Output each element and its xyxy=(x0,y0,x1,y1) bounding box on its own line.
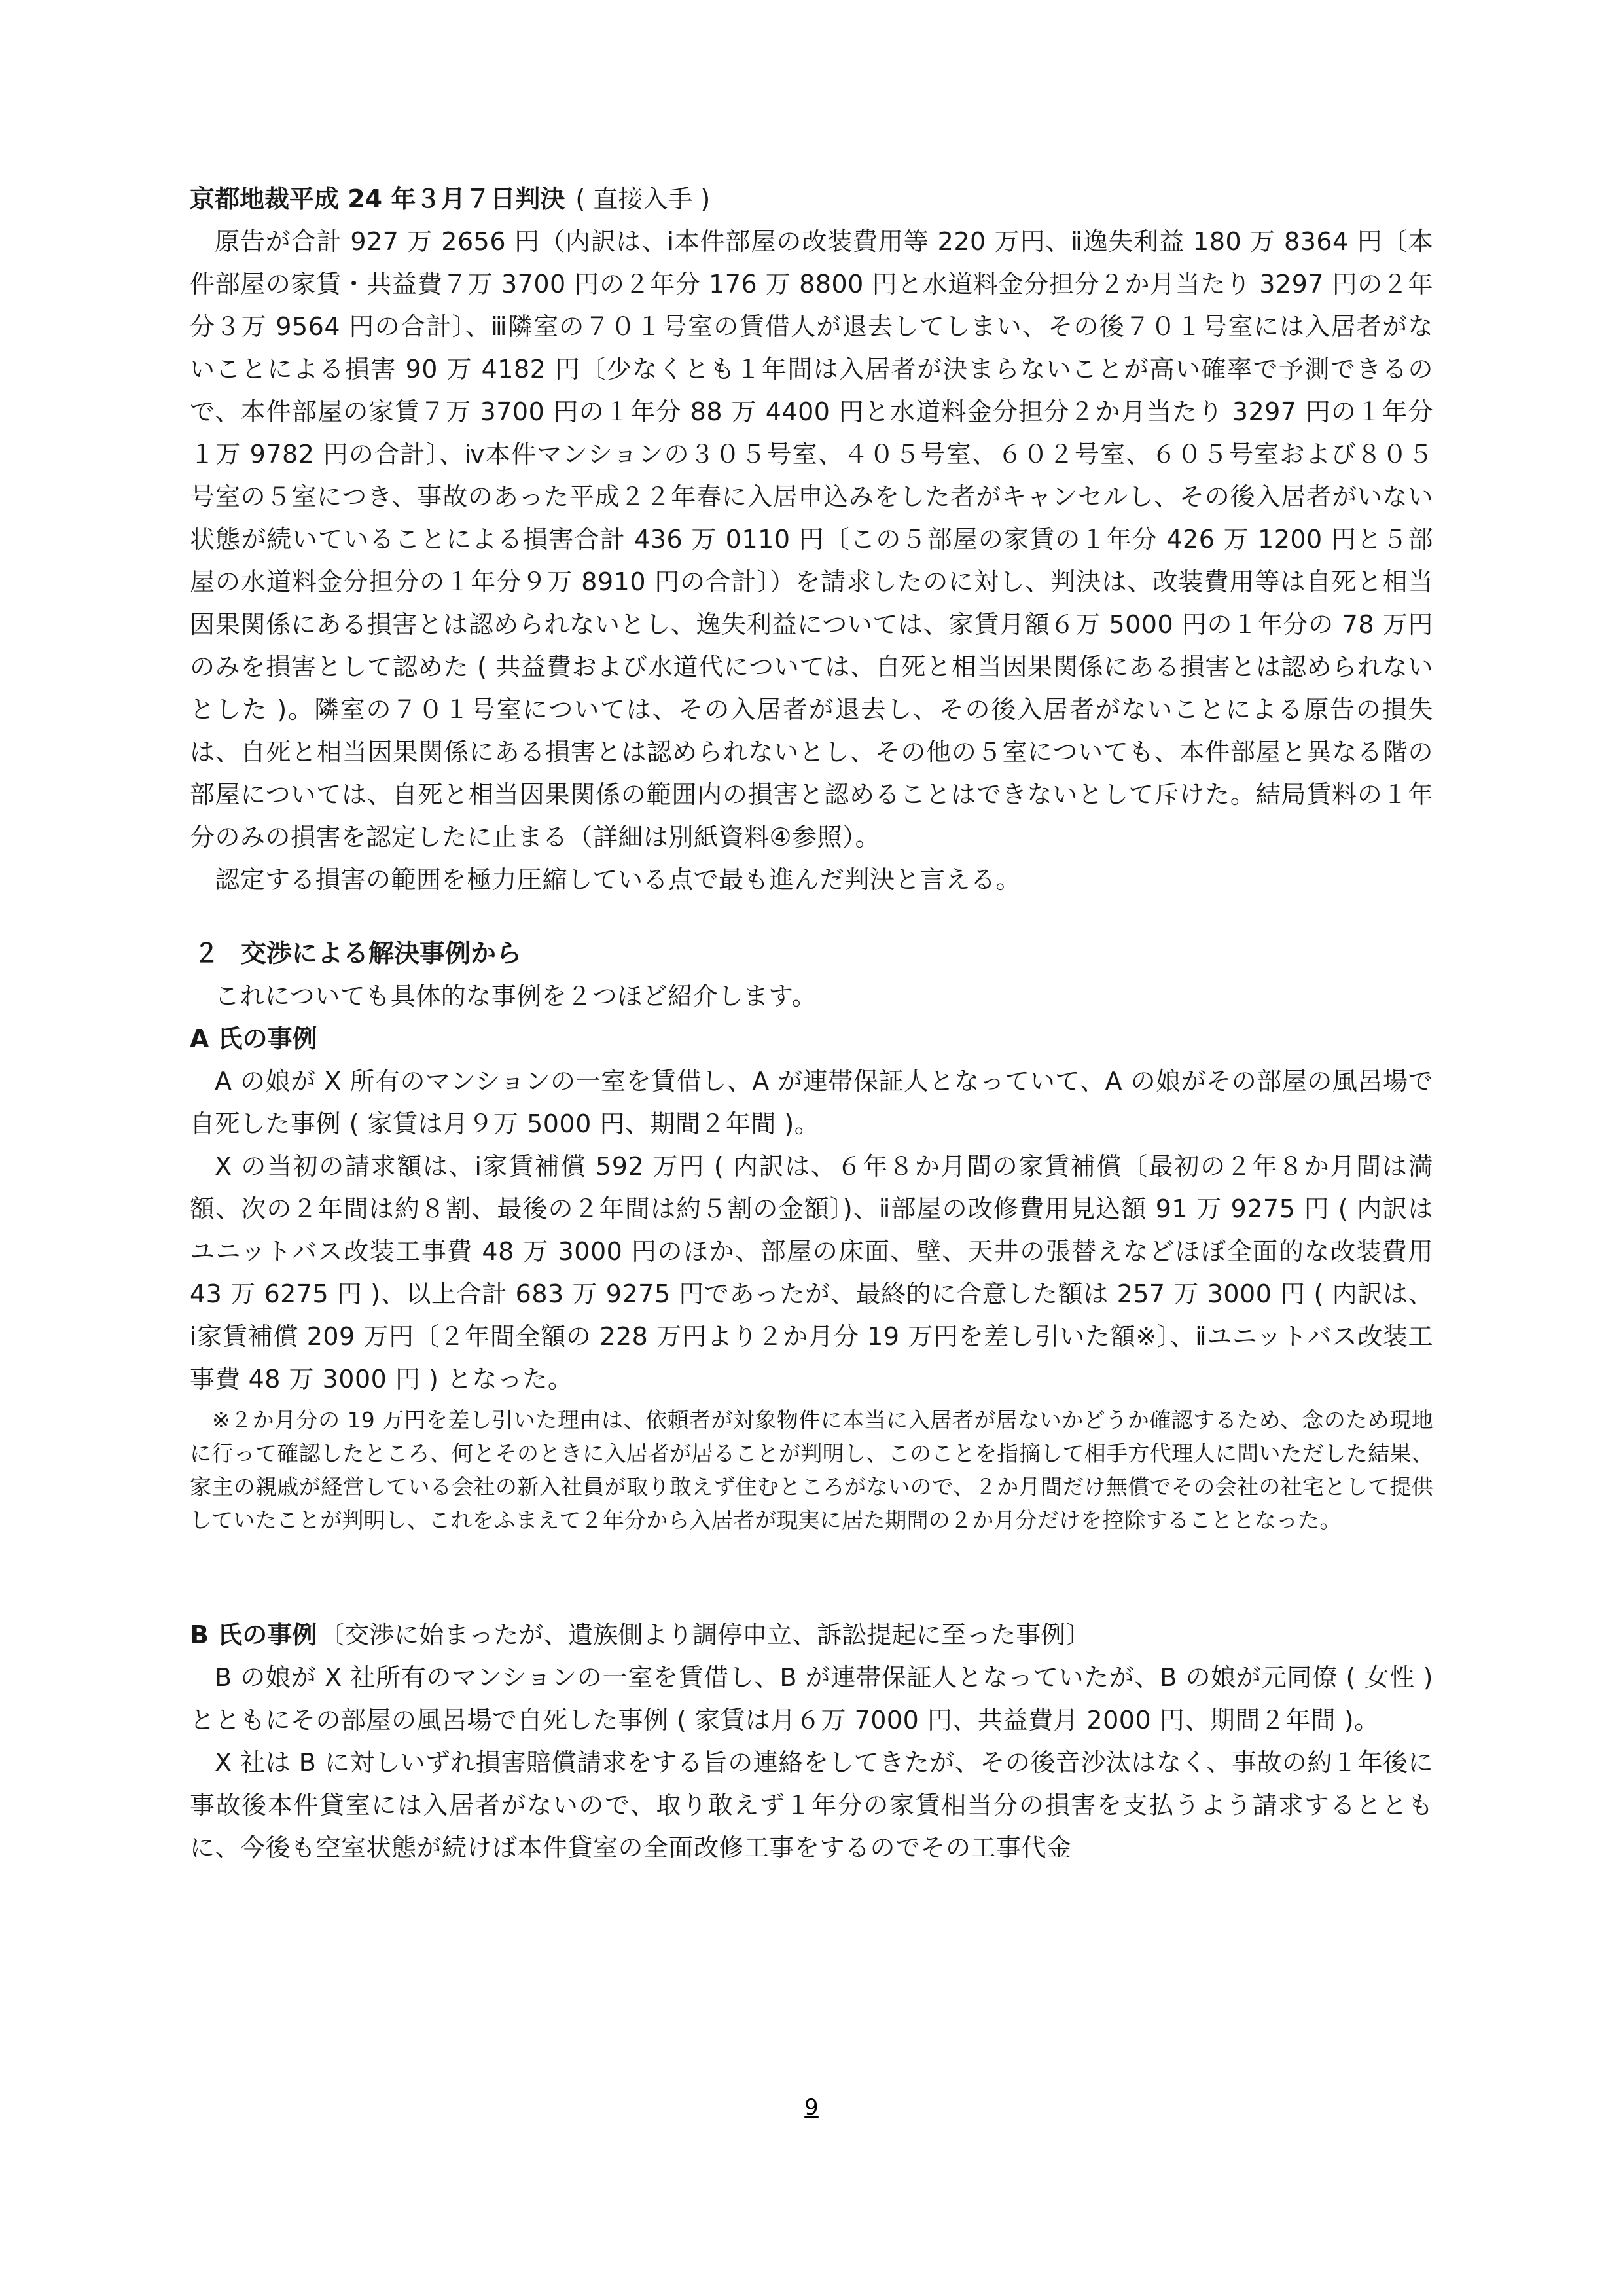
spacer xyxy=(190,1537,1433,1614)
case-kyoto-comment: 認定する損害の範囲を極力圧縮している点で最も進んだ判決と言える。 xyxy=(215,865,1022,894)
case-b-heading xyxy=(190,1614,1433,1657)
page-number xyxy=(0,2094,1623,2121)
case-b-paragraph-2: X 社は B に対しいずれ損害賠償請求をする旨の連絡をしてきたが、その後音沙汰はなく、事故の約１年後に事故後本件貸室には入居者がないので、取り敢えず１年分の家賃相当分の損害を支払うよう請求するとともに、今後も空室状態が続けば本件貸室の全面改修工事をするのでその工事代金 xyxy=(190,1748,1433,1862)
section-heading xyxy=(190,933,1433,975)
case-b-title: B 氏の事例 xyxy=(190,1621,317,1649)
section-intro: これについても具体的な事例を２つほど紹介します。 xyxy=(215,982,817,1011)
case-kyoto-heading xyxy=(190,178,1433,221)
document-page xyxy=(190,178,1433,1869)
section-title: 交渉による解決事例から xyxy=(241,939,522,969)
case-kyoto-source: ( 直接入手 ) xyxy=(567,185,711,213)
case-b-subtitle: 〔交渉に始まったが、遺族側より調停申立、訴訟提起に至った事例〕 xyxy=(319,1621,1091,1649)
case-kyoto-paragraph: 原告が合計 927 万 2656 円（内訳は、ⅰ本件部屋の改装費用等 220 万円、ⅱ逸失利益 180 万 8364 円〔本件部屋の家賃・共益費７万 3700 円の２年分 176 万 8800 円と水道料金分担分２か月当たり 3297 円の２年分３万 9564 円の合計〕、ⅲ隣室の７０１号室の賃借人が退去してしまい、その後７０１号室には入居者がないことによる損害 90 万 4182 円〔少なくとも１年間は入居者が決まらないことが高い確率で予測できるので、本件部屋の家賃７万 3700 円の１年分 88 万 4400 円と水道料金分担分２か月当たり 3297 円の１年分１万 9782 円の合計〕、ⅳ本件マンションの３０５号室、４０５号室、６０２号室、６０５号室および８０５号室の５室につき、事故のあった平成２２年春に入居申込みをした者がキャンセルし、その後入居者がいない状態が続いていることによる損害合計 436 万 0110 円〔この５部屋の家賃の１年分 426 万 1200 円と５部屋の水道料金分担分の１年分９万 8910 円の合計〕）を請求したのに対し、判決は、改装費用等は自死と相当因果関係にある損害とは認められないとし、逸失利益については、家賃月額６万 5000 円の１年分の 78 万円のみを損害として認めた ( 共益費および水道代については、自死と相当因果関係にある損害とは認められないとした )。隣室の７０１号室については、その入居者が退去し、その後入居者がないことによる原告の損失は、自死と相当因果関係にある損害とは認められないとし、その他の５室についても、本件部屋と異なる階の部屋については、自死と相当因果関係の範囲内の損害と認めることはできないとして斥けた。結局賃料の１年分のみの損害を認定したに止まる（詳細は別紙資料④参照）。 xyxy=(190,227,1433,852)
case-a-paragraph-1: A の娘が X 所有のマンションの一室を賃借し、A が連帯保証人となっていて、A の娘がその部屋の風呂場で自死した事例 ( 家賃は月９万 5000 円、期間２年間 )。 xyxy=(190,1067,1433,1138)
case-a-paragraph-2: X の当初の請求額は、ⅰ家賃補償 592 万円 ( 内訳は、６年８か月間の家賃補償〔最初の２年８か月間は満額、次の２年間は約８割、最後の２年間は約５割の金額〕)、ⅱ部屋の改修費用見込額 91 万 9275 円 ( 内訳はユニットバス改装工事費 48 万 3000 円のほか、部屋の床面、壁、天井の張替えなどほぼ全面的な改装費用 43 万 6275 円 )、以上合計 683 万 9275 円であったが、最終的に合意した額は 257 万 3000 円 ( 内訳は、ⅰ家賃補償 209 万円〔２年間全額の 228 万円より２か月分 19 万円を差し引いた額※〕、ⅱユニットバス改装工事費 48 万 3000 円 ) となった。 xyxy=(190,1152,1433,1393)
case-a-note: ※２か月分の 19 万円を差し引いた理由は、依頼者が対象物件に本当に入居者が居ないかどうか確認するため、念のため現地に行って確認したところ、何とそのときに入居者が居ることが判明し、このことを指摘して相手方代理人に問いただした結果、家主の親戚が経営している会社の新入社員が取り敢えず住むところがないので、２か月間だけ無償でその会社の社宅として提供していたことが判明し、これをふまえて２年分から入居者が現実に居た期間の２か月分だけを控除することとなった。 xyxy=(190,1407,1433,1533)
case-b-paragraph-1: B の娘が X 社所有のマンションの一室を賃借し、B が連帯保証人となっていたが、B の娘が元同僚 ( 女性 ) とともにその部屋の風呂場で自死した事例 ( 家賃は月６万 7000 円、共益費月 2000 円、期間２年間 )。 xyxy=(190,1663,1433,1734)
section-number: ２ xyxy=(194,939,220,969)
page-number-text: 9 xyxy=(804,2094,819,2121)
case-kyoto-title: 京都地裁平成 24 年３月７日判決 xyxy=(190,185,565,213)
case-a-heading: A 氏の事例 xyxy=(190,1024,317,1053)
